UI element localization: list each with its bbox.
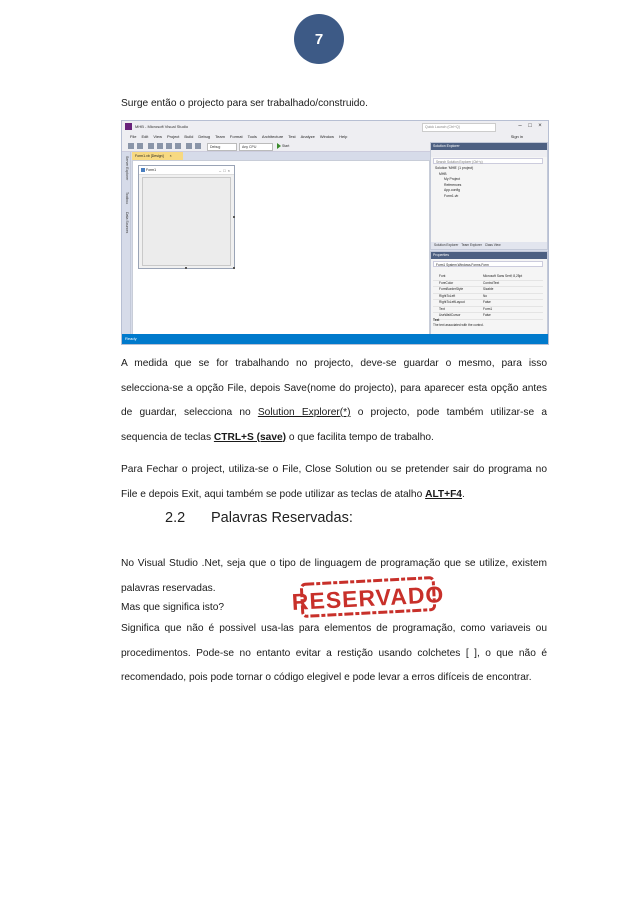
reservado-stamp-icon xyxy=(291,575,445,618)
property-row[interactable]: UseWaitCursor False xyxy=(433,313,543,320)
tree-item-app-config[interactable]: App.config xyxy=(444,188,461,192)
designer-form1[interactable] xyxy=(138,165,235,269)
alt-f4-shortcut: ALT+F4 xyxy=(425,488,462,500)
solution-explorer-panel xyxy=(430,142,548,250)
visual-studio-logo-icon xyxy=(125,123,132,130)
menu-help[interactable]: Help xyxy=(339,134,348,139)
menu-tools[interactable]: Tools xyxy=(247,134,257,139)
menu-test[interactable]: Test xyxy=(288,134,296,139)
menu-project[interactable]: Project xyxy=(166,134,180,139)
close-icon[interactable]: × xyxy=(538,123,542,129)
reserved-words-paragraph: No Visual Studio .Net, seja que o tipo de linguagem de programação que se utilize, existem palavras reservadas. xyxy=(121,558,547,594)
resize-handle-corner[interactable] xyxy=(233,267,235,269)
tree-item-my-project[interactable]: My Project xyxy=(444,177,461,181)
back-icon[interactable] xyxy=(128,143,134,149)
property-description: Text The text associated with the control. xyxy=(433,318,484,327)
menu-debug[interactable]: Debug xyxy=(198,134,211,139)
tab-solution-explorer[interactable]: Solution Explorer xyxy=(434,243,459,247)
property-row[interactable]: FormBorderStyle Sizable xyxy=(433,287,543,294)
form-window-buttons-icon: –□× xyxy=(219,168,232,173)
solution-explorer-tabs xyxy=(431,242,547,249)
tab-server-explorer[interactable]: Server Explorer xyxy=(125,156,129,181)
solution-config-select[interactable]: Debug xyxy=(207,143,237,151)
properties-title: Properties xyxy=(431,252,547,259)
save-instructions-paragraph: A medida que se for trabalhando no projecto, deve-se guardar o mesmo, para isso selecciona-se a opção File, depois Save(nome do projecto), para aparecer esta opção antes de guardar, selecciona no Solution Explorer(*) o projecto, pode também utilizar-se a sequencia de teclas CTRL+S (save) o que facilita tempo de trabalho. xyxy=(121,358,547,443)
solution-explorer-toolbar xyxy=(431,150,547,157)
menu-team[interactable]: Team xyxy=(215,134,225,139)
vs-status-bar: Ready xyxy=(122,334,548,344)
sign-in-link[interactable]: Sign in xyxy=(510,134,523,139)
form-designer-surface[interactable] xyxy=(132,160,430,335)
resize-handle-bottom[interactable] xyxy=(185,267,187,269)
section-number: 2.2 xyxy=(165,510,186,526)
form1-client-area[interactable] xyxy=(142,177,231,266)
solution-explorer-reference: Solution Explorer(*) xyxy=(257,407,351,418)
menu-file[interactable]: File xyxy=(130,134,137,139)
maximize-icon[interactable]: □ xyxy=(528,123,532,129)
vs-left-tool-tabs xyxy=(122,152,131,334)
property-row[interactable]: Text Form1 xyxy=(433,307,543,314)
close-instructions-paragraph: Para Fechar o project, utiliza-se o File, Close Solution ou se pretender sair do programa no File e depois Exit, aqui também se pode utilizar as teclas de atalho ALT+F4. xyxy=(121,464,547,500)
solution-tree xyxy=(435,166,545,199)
tab-toolbox[interactable]: Toolbox xyxy=(125,192,129,205)
tab-team-explorer[interactable]: Team Explorer xyxy=(461,243,482,247)
save-icon[interactable] xyxy=(166,143,172,149)
document-tab-form1-design[interactable]: Form1.vb [Design] × xyxy=(132,152,183,160)
vs-quick-launch-input[interactable]: Quick Launch (Ctrl+Q) xyxy=(422,123,496,132)
tree-item-solution[interactable]: Solution 'MHB' (1 project) xyxy=(435,166,474,170)
menu-window[interactable]: Window xyxy=(319,134,335,139)
tree-item-form1[interactable]: Form1.vb xyxy=(444,193,459,198)
property-row[interactable]: RightToLeft No xyxy=(433,294,543,301)
solution-explorer-search-input[interactable]: Search Solution Explorer (Ctrl+ç) xyxy=(433,158,543,164)
menu-view[interactable]: View xyxy=(153,134,162,139)
solution-explorer-title: Solution Explorer xyxy=(431,143,547,150)
menu-format[interactable]: Format xyxy=(229,134,243,139)
tab-data-sources[interactable]: Data Sources xyxy=(125,212,129,234)
page-number-badge: 7 xyxy=(294,14,344,64)
form-icon xyxy=(141,168,145,172)
explanation-paragraph: Significa que não é possivel usa-las para elementos de programação, como variaveis ou procedimentos. Pode-se no entanto evitar a restição usando colchetes [ ], o que não é recomendado, pois pode tornar o código elegivel e pode levar a erros difíceis de encontrar. xyxy=(121,623,547,683)
play-icon xyxy=(277,143,281,149)
question-line: Mas que significa isto? xyxy=(121,602,225,613)
ctrl-s-shortcut: CTRL+S (save) xyxy=(213,431,287,443)
svg-text:RESERVADO: RESERVADO xyxy=(291,581,445,615)
section-heading xyxy=(165,510,353,526)
vs-menu-bar xyxy=(122,132,548,141)
platform-select[interactable]: Any CPU xyxy=(239,143,273,151)
form1-title-bar: Form1 –□× xyxy=(139,166,234,175)
vs-window-title: MHB - Microsoft Visual Studio xyxy=(135,124,189,129)
tab-class-view[interactable]: Class View xyxy=(484,243,501,247)
property-row[interactable]: Font Microsoft Sans Serif; 8,25pt xyxy=(433,274,543,281)
intro-paragraph: Surge então o projecto para ser trabalhado/construido. xyxy=(121,98,368,109)
vs-title-bar xyxy=(122,121,548,132)
forward-icon[interactable] xyxy=(137,143,143,149)
menu-edit[interactable]: Edit xyxy=(141,134,149,139)
visual-studio-screenshot xyxy=(121,120,549,345)
tree-item-references[interactable]: References xyxy=(444,182,462,187)
close-tab-icon[interactable]: × xyxy=(169,154,172,158)
open-icon[interactable] xyxy=(157,143,163,149)
properties-grid xyxy=(433,274,543,320)
menu-architecture[interactable]: Architecture xyxy=(261,134,284,139)
menu-analyze[interactable]: Analyze xyxy=(300,134,315,139)
property-row[interactable]: RightToLeftLayout False xyxy=(433,300,543,307)
property-row[interactable]: ForeColor ControlText xyxy=(433,281,543,288)
resize-handle-right[interactable] xyxy=(233,216,235,218)
minimize-icon[interactable]: – xyxy=(518,123,522,129)
menu-build[interactable]: Build xyxy=(184,134,194,139)
section-title: Palavras Reservadas: xyxy=(211,510,353,526)
properties-panel xyxy=(430,251,548,335)
properties-object-select[interactable]: Form1 System.Windows.Forms.Form xyxy=(433,261,543,267)
new-project-icon[interactable] xyxy=(148,143,154,149)
redo-icon[interactable] xyxy=(195,143,201,149)
undo-icon[interactable] xyxy=(186,143,192,149)
tree-item-project[interactable]: MHB xyxy=(439,171,447,176)
save-all-icon[interactable] xyxy=(175,143,181,149)
start-button[interactable]: Start xyxy=(277,143,289,149)
